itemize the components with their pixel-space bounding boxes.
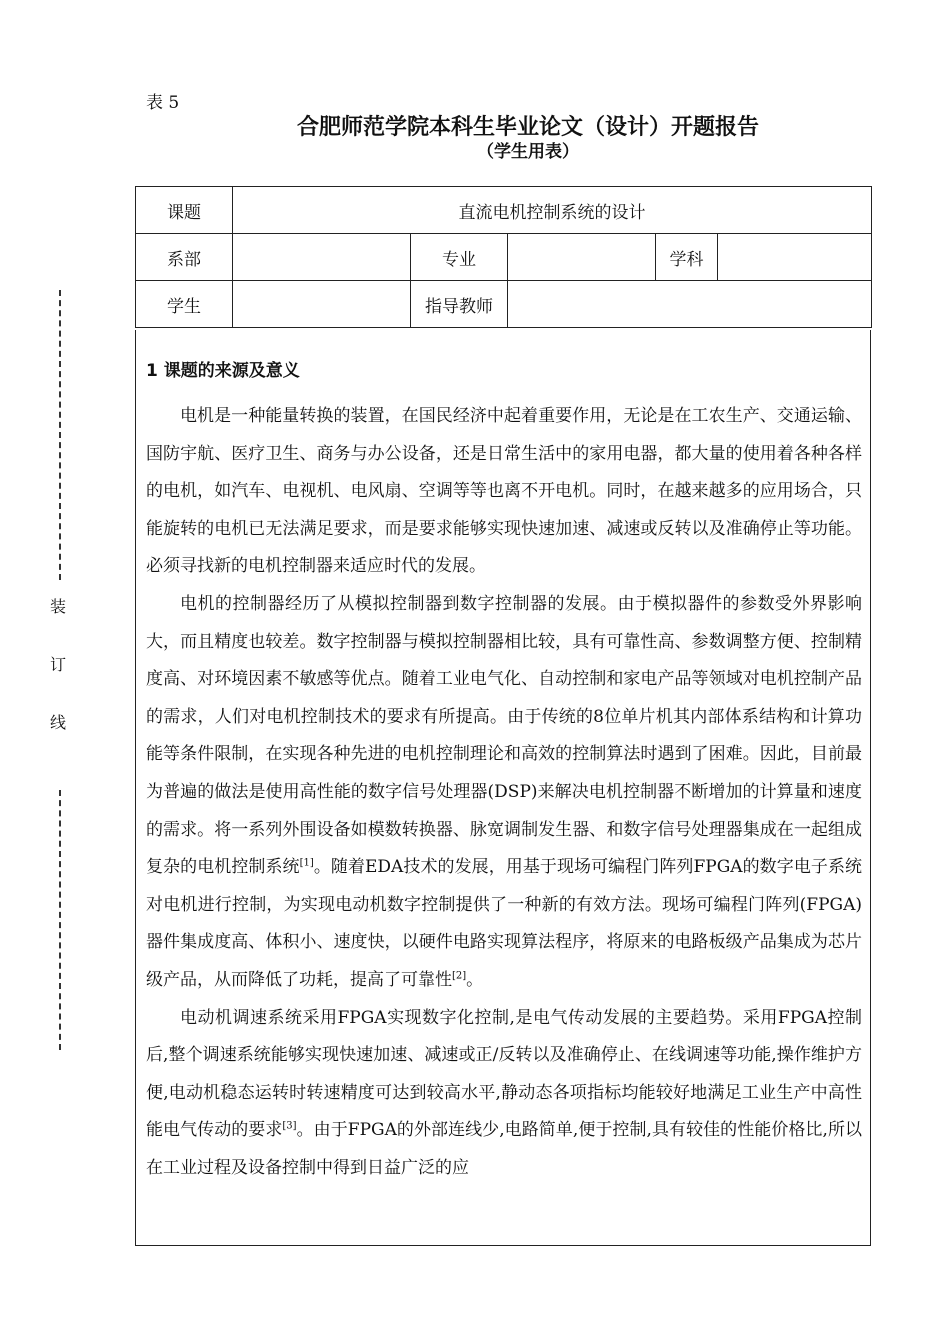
department-label: 系部 xyxy=(136,234,233,281)
citation-3: [3] xyxy=(282,1120,297,1132)
binding-char-1: 装 xyxy=(50,597,67,616)
binding-char-2: 订 xyxy=(50,655,67,674)
topic-value: 直流电机控制系统的设计 xyxy=(233,187,872,234)
binding-line-top xyxy=(59,290,61,580)
discipline-label: 学科 xyxy=(656,234,718,281)
paragraph-3-text-b: 。由于FPGA的外部连线少,电路简单,便于控制,具有较佳的性能价格比,所以在工业过程及设备控制中得到日益广泛的应 xyxy=(146,1120,862,1178)
department-value xyxy=(233,234,411,281)
page-title: 合肥师范学院本科生毕业论文（设计）开题报告 xyxy=(296,115,759,140)
paragraph-3 xyxy=(146,1000,862,1188)
topic-label: 课题 xyxy=(136,187,233,234)
citation-1: [1] xyxy=(299,857,314,869)
student-value xyxy=(233,281,411,328)
page-subtitle: （学生用表） xyxy=(477,142,579,162)
citation-2: [2] xyxy=(452,970,467,982)
paragraph-1 xyxy=(146,398,862,586)
binding-line-bottom xyxy=(59,790,61,1050)
paragraph-2 xyxy=(146,586,862,1000)
paragraph-2-text-c: 。 xyxy=(466,969,484,990)
section-content xyxy=(146,398,862,1187)
student-label: 学生 xyxy=(136,281,233,328)
section-body xyxy=(135,330,871,1246)
paragraph-2-text-a: 电机的控制器经历了从模拟控制器到数字控制器的发展。由于模拟器件的参数受外界影响大，而且精度也较差。数字控制器与模拟控制器相比较，具有可靠性高、参数调整方便、控制精度高、对环境因素不敏感等优点。随着工业电气化、自动控制和家电产品等领域对电机控制产品的需求，人们对电机控制技术的要求有所提高。由于传统的8位单片机其内部体系结构和计算功能等条件限制，在实现各种先进的电机控制理论和高效的控制算法时遇到了困难。因此，目前最为普遍的做法是使用高性能的数字信号处理器(DSP)来解决电机控制器不断增加的计算量和速度的需求。将一系列外围设备如模数转换器、脉宽调制发生器、和数字信号处理器集成在一起组成复杂的电机控制系统 xyxy=(146,593,862,878)
major-value xyxy=(508,234,656,281)
paragraph-2-text-b: 。随着EDA技术的发展，用基于现场可编程门阵列FPGA的数字电子系统对电机进行控制，为实现电动机数字控制提供了一种新的有效方法。现场可编程门阵列(FPGA)器件集成度高、体积小、速度快，以硬件电路实现算法程序，将原来的电路板级产品集成为芯片级产品，从而降低了功耗，提高了可靠性 xyxy=(146,857,863,990)
paragraph-1-text: 电机是一种能量转换的装置，在国民经济中起着重要作用，无论是在工农生产、交通运输、国防宇航、医疗卫生、商务与办公设备，还是日常生活中的家用电器，都大量的使用着各种各样的电机，如汽车、电视机、电风扇、空调等等也离不开电机。同时，在越来越多的应用场合，只能旋转的电机已无法满足要求，而是要求能够实现快速加速、减速或反转以及准确停止等功能。必须寻找新的电机控制器来适应时代的发展。 xyxy=(146,406,862,577)
major-label: 专业 xyxy=(411,234,508,281)
section-heading: 1 课题的来源及意义 xyxy=(146,361,300,381)
discipline-value xyxy=(718,234,872,281)
info-table xyxy=(135,186,872,328)
paragraph-3-text-a: 电动机调速系统采用FPGA实现数字化控制,是电气传动发展的主要趋势。采用FPGA控制后,整个调速系统能够实现快速加速、减速或正/反转以及准确停止、在线调速等功能,操作维护方便,电动机稳态运转时转速精度可达到较高水平,静动态各项指标均能较好地满足工业生产中高性能电气传动的要求 xyxy=(146,1007,862,1141)
binding-char-3: 线 xyxy=(50,713,67,732)
advisor-label: 指导教师 xyxy=(411,281,508,328)
advisor-value xyxy=(508,281,872,328)
table-label: 表 5 xyxy=(146,93,180,113)
